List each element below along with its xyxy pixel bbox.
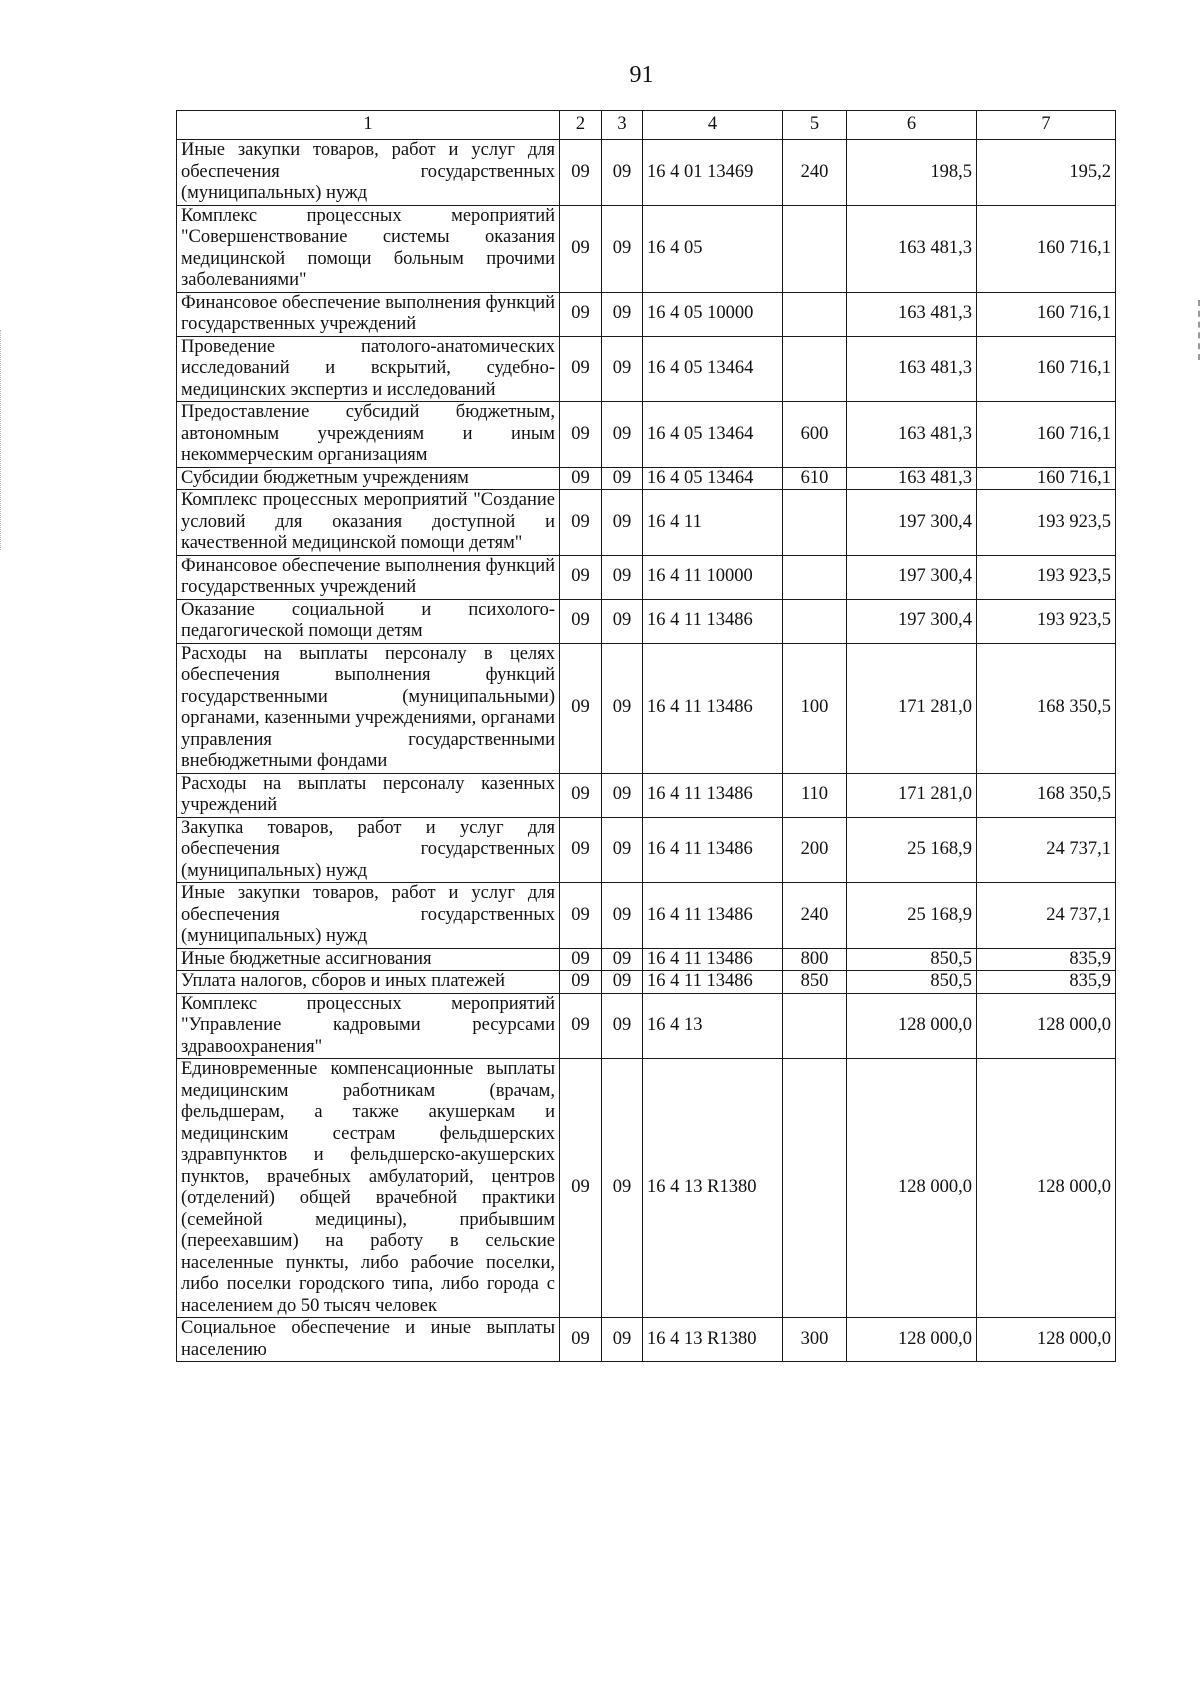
row-name: Оказание социальной и психолого-педагогической помощи детям bbox=[177, 599, 560, 643]
row-col5 bbox=[783, 993, 847, 1059]
row-name: Финансовое обеспечение выполнения функций государственных учреждений bbox=[177, 292, 560, 336]
table-row bbox=[177, 993, 1116, 1059]
row-col3: 09 bbox=[602, 205, 643, 292]
table-row bbox=[177, 817, 1116, 883]
row-amount-7: 160 716,1 bbox=[977, 467, 1116, 490]
row-name: Предоставление субсидий бюджетным, автономным учреждениям и иным некоммерческим организациям bbox=[177, 402, 560, 468]
row-code: 16 4 11 13486 bbox=[643, 817, 783, 883]
row-amount-7: 160 716,1 bbox=[977, 336, 1116, 402]
row-code: 16 4 11 13486 bbox=[643, 643, 783, 773]
table-row bbox=[177, 555, 1116, 599]
table-row bbox=[177, 490, 1116, 556]
row-code: 16 4 05 13464 bbox=[643, 402, 783, 468]
row-name: Комплекс процессных мероприятий "Совершенствование системы оказания медицинской помощи больным прочими заболеваниями" bbox=[177, 205, 560, 292]
row-code: 16 4 01 13469 bbox=[643, 140, 783, 206]
row-col3: 09 bbox=[602, 993, 643, 1059]
row-amount-6: 25 168,9 bbox=[847, 817, 977, 883]
row-col3: 09 bbox=[602, 1059, 643, 1318]
table-row bbox=[177, 1318, 1116, 1362]
row-amount-7: 195,2 bbox=[977, 140, 1116, 206]
row-code: 16 4 11 13486 bbox=[643, 971, 783, 994]
row-name: Иные закупки товаров, работ и услуг для обеспечения государственных (муниципальных) нужд bbox=[177, 140, 560, 206]
row-name: Расходы на выплаты персоналу в целях обеспечения выполнения функций государственными (муниципальными) органами, казенными учреждениями, органами управления государственными внебюджетными фондами bbox=[177, 643, 560, 773]
row-col3: 09 bbox=[602, 490, 643, 556]
row-name: Социальное обеспечение и иные выплаты населению bbox=[177, 1318, 560, 1362]
row-code: 16 4 11 13486 bbox=[643, 948, 783, 971]
row-col5: 240 bbox=[783, 883, 847, 949]
row-col5: 610 bbox=[783, 467, 847, 490]
row-amount-6: 163 481,3 bbox=[847, 402, 977, 468]
row-col5: 300 bbox=[783, 1318, 847, 1362]
row-amount-7: 835,9 bbox=[977, 948, 1116, 971]
page-number: 91 bbox=[629, 62, 654, 88]
row-col5 bbox=[783, 205, 847, 292]
row-amount-7: 160 716,1 bbox=[977, 205, 1116, 292]
row-col3: 09 bbox=[602, 292, 643, 336]
row-col3: 09 bbox=[602, 555, 643, 599]
row-col2: 09 bbox=[560, 140, 602, 206]
row-amount-6: 25 168,9 bbox=[847, 883, 977, 949]
table-row bbox=[177, 402, 1116, 468]
row-col2: 09 bbox=[560, 773, 602, 817]
row-col2: 09 bbox=[560, 1318, 602, 1362]
row-amount-6: 197 300,4 bbox=[847, 599, 977, 643]
row-amount-7: 835,9 bbox=[977, 971, 1116, 994]
row-col3: 09 bbox=[602, 1318, 643, 1362]
table-row bbox=[177, 948, 1116, 971]
row-code: 16 4 05 13464 bbox=[643, 467, 783, 490]
row-col2: 09 bbox=[560, 490, 602, 556]
row-name: Проведение патолого-анатомических исследований и вскрытий, судебно-медицинских экспертиз и исследований bbox=[177, 336, 560, 402]
row-amount-7: 160 716,1 bbox=[977, 402, 1116, 468]
column-header: 7 bbox=[977, 111, 1116, 140]
row-col2: 09 bbox=[560, 1059, 602, 1318]
row-amount-6: 198,5 bbox=[847, 140, 977, 206]
row-amount-7: 24 737,1 bbox=[977, 817, 1116, 883]
row-amount-6: 850,5 bbox=[847, 948, 977, 971]
row-code: 16 4 05 bbox=[643, 205, 783, 292]
row-amount-7: 168 350,5 bbox=[977, 643, 1116, 773]
row-amount-6: 171 281,0 bbox=[847, 773, 977, 817]
row-amount-6: 163 481,3 bbox=[847, 205, 977, 292]
row-col5: 240 bbox=[783, 140, 847, 206]
row-name: Единовременные компенсационные выплаты медицинским работникам (врачам, фельдшерам, а также акушеркам и медицинским сестрам фельдшерских здравпунктов и фельдшерско-акушерских пунктов, врачебных амбулаторий, центров (отделений) общей врачебной практики (семейной медицины), прибывшим (переехавшим) на работу в сельские населенные пункты, либо рабочие поселки, либо поселки городского типа, либо города с населением до 50 тысяч человек bbox=[177, 1059, 560, 1318]
scan-edge-mark bbox=[1195, 300, 1200, 360]
row-amount-7: 128 000,0 bbox=[977, 993, 1116, 1059]
row-code: 16 4 11 13486 bbox=[643, 773, 783, 817]
row-code: 16 4 11 13486 bbox=[643, 599, 783, 643]
row-code: 16 4 11 13486 bbox=[643, 883, 783, 949]
row-col5: 110 bbox=[783, 773, 847, 817]
column-header: 6 bbox=[847, 111, 977, 140]
budget-table bbox=[176, 110, 1116, 1362]
row-amount-6: 171 281,0 bbox=[847, 643, 977, 773]
row-amount-6: 163 481,3 bbox=[847, 292, 977, 336]
row-col2: 09 bbox=[560, 555, 602, 599]
row-col2: 09 bbox=[560, 292, 602, 336]
row-col5 bbox=[783, 490, 847, 556]
row-name: Уплата налогов, сборов и иных платежей bbox=[177, 971, 560, 994]
row-name: Комплекс процессных мероприятий "Управление кадровыми ресурсами здравоохранения" bbox=[177, 993, 560, 1059]
table-row bbox=[177, 883, 1116, 949]
table-row bbox=[177, 971, 1116, 994]
row-col5 bbox=[783, 292, 847, 336]
table-row bbox=[177, 292, 1116, 336]
row-amount-6: 128 000,0 bbox=[847, 993, 977, 1059]
row-col3: 09 bbox=[602, 336, 643, 402]
row-code: 16 4 13 R1380 bbox=[643, 1318, 783, 1362]
row-amount-6: 163 481,3 bbox=[847, 467, 977, 490]
row-amount-6: 197 300,4 bbox=[847, 490, 977, 556]
row-col2: 09 bbox=[560, 336, 602, 402]
row-amount-7: 24 737,1 bbox=[977, 883, 1116, 949]
table-row bbox=[177, 643, 1116, 773]
column-header: 2 bbox=[560, 111, 602, 140]
row-col5: 200 bbox=[783, 817, 847, 883]
row-name: Финансовое обеспечение выполнения функций государственных учреждений bbox=[177, 555, 560, 599]
row-name: Иные закупки товаров, работ и услуг для обеспечения государственных (муниципальных) нужд bbox=[177, 883, 560, 949]
row-col3: 09 bbox=[602, 971, 643, 994]
column-header: 1 bbox=[177, 111, 560, 140]
row-code: 16 4 05 13464 bbox=[643, 336, 783, 402]
row-col5 bbox=[783, 555, 847, 599]
row-amount-7: 168 350,5 bbox=[977, 773, 1116, 817]
row-col3: 09 bbox=[602, 817, 643, 883]
row-col3: 09 bbox=[602, 402, 643, 468]
row-amount-6: 128 000,0 bbox=[847, 1059, 977, 1318]
header-row bbox=[177, 111, 1116, 140]
row-col5: 800 bbox=[783, 948, 847, 971]
row-col2: 09 bbox=[560, 205, 602, 292]
row-col3: 09 bbox=[602, 140, 643, 206]
column-header: 3 bbox=[602, 111, 643, 140]
row-col5 bbox=[783, 336, 847, 402]
row-amount-7: 193 923,5 bbox=[977, 490, 1116, 556]
table-row bbox=[177, 1059, 1116, 1318]
row-col5 bbox=[783, 599, 847, 643]
row-col2: 09 bbox=[560, 817, 602, 883]
row-col5: 600 bbox=[783, 402, 847, 468]
row-col3: 09 bbox=[602, 883, 643, 949]
row-amount-6: 163 481,3 bbox=[847, 336, 977, 402]
row-col5: 100 bbox=[783, 643, 847, 773]
row-amount-7: 128 000,0 bbox=[977, 1318, 1116, 1362]
row-amount-7: 160 716,1 bbox=[977, 292, 1116, 336]
scan-edge-mark-left bbox=[0, 330, 3, 550]
column-header: 5 bbox=[783, 111, 847, 140]
row-amount-6: 850,5 bbox=[847, 971, 977, 994]
row-name: Расходы на выплаты персоналу казенных учреждений bbox=[177, 773, 560, 817]
row-amount-6: 197 300,4 bbox=[847, 555, 977, 599]
table-row bbox=[177, 336, 1116, 402]
table-row bbox=[177, 205, 1116, 292]
table-row bbox=[177, 773, 1116, 817]
row-col2: 09 bbox=[560, 402, 602, 468]
row-col5 bbox=[783, 1059, 847, 1318]
row-col2: 09 bbox=[560, 599, 602, 643]
table-row bbox=[177, 467, 1116, 490]
row-amount-6: 128 000,0 bbox=[847, 1318, 977, 1362]
row-col3: 09 bbox=[602, 948, 643, 971]
row-code: 16 4 11 10000 bbox=[643, 555, 783, 599]
row-amount-7: 128 000,0 bbox=[977, 1059, 1116, 1318]
row-col5: 850 bbox=[783, 971, 847, 994]
row-code: 16 4 11 bbox=[643, 490, 783, 556]
row-col2: 09 bbox=[560, 948, 602, 971]
column-header: 4 bbox=[643, 111, 783, 140]
row-code: 16 4 05 10000 bbox=[643, 292, 783, 336]
row-name: Субсидии бюджетным учреждениям bbox=[177, 467, 560, 490]
row-code: 16 4 13 R1380 bbox=[643, 1059, 783, 1318]
row-name: Иные бюджетные ассигнования bbox=[177, 948, 560, 971]
row-col3: 09 bbox=[602, 467, 643, 490]
row-col2: 09 bbox=[560, 993, 602, 1059]
row-col2: 09 bbox=[560, 467, 602, 490]
row-col2: 09 bbox=[560, 971, 602, 994]
row-amount-7: 193 923,5 bbox=[977, 599, 1116, 643]
row-col3: 09 bbox=[602, 643, 643, 773]
row-name: Закупка товаров, работ и услуг для обеспечения государственных (муниципальных) нужд bbox=[177, 817, 560, 883]
row-name: Комплекс процессных мероприятий "Создание условий для оказания доступной и качественной медицинской помощи детям" bbox=[177, 490, 560, 556]
table-row bbox=[177, 140, 1116, 206]
row-col2: 09 bbox=[560, 883, 602, 949]
row-col3: 09 bbox=[602, 599, 643, 643]
row-col2: 09 bbox=[560, 643, 602, 773]
row-code: 16 4 13 bbox=[643, 993, 783, 1059]
row-col3: 09 bbox=[602, 773, 643, 817]
table-row bbox=[177, 599, 1116, 643]
row-amount-7: 193 923,5 bbox=[977, 555, 1116, 599]
